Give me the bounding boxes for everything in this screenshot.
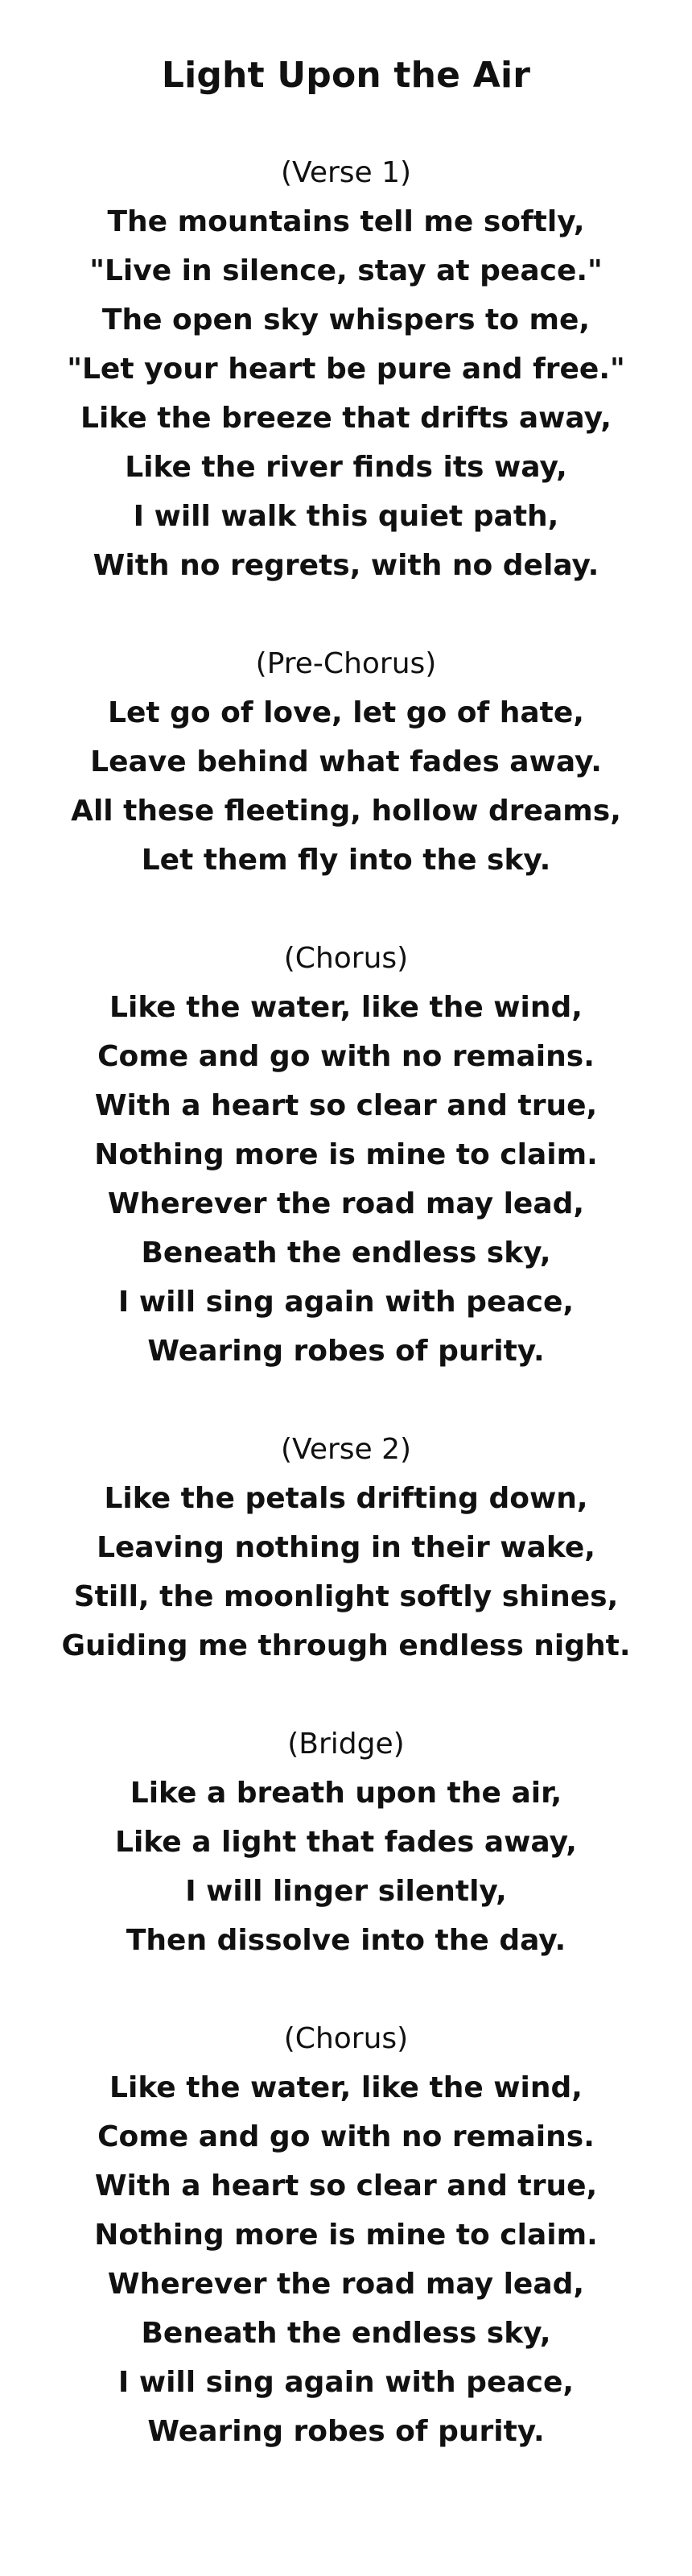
- section-heading: (Pre-Chorus): [255, 647, 437, 680]
- lyric-line: With a heart so clear and true,: [94, 2169, 598, 2202]
- lyric-line: Like the water, like the wind,: [109, 2071, 583, 2104]
- lyric-line: Like the breeze that drifts away,: [80, 402, 612, 435]
- lyric-line: The open sky whispers to me,: [101, 303, 591, 336]
- lyric-line: Like a light that fades away,: [115, 1826, 577, 1859]
- lyric-line: I will sing again with peace,: [117, 2366, 575, 2399]
- lyric-line: Like the water, like the wind,: [109, 991, 583, 1024]
- lyric-line: Come and go with no remains.: [97, 2120, 595, 2153]
- lyric-section: [0, 639, 692, 885]
- lyric-line: Let them fly into the sky.: [141, 844, 551, 877]
- section-heading: (Chorus): [283, 2022, 409, 2055]
- lyric-line: All these fleeting, hollow dreams,: [71, 795, 621, 828]
- lyric-line: Let go of love, let go of hate,: [108, 696, 584, 729]
- lyric-section: [0, 1425, 692, 1670]
- lyric-line: Leaving nothing in their wake,: [97, 1531, 595, 1564]
- song-title: Light Upon the Air: [161, 55, 531, 96]
- lyric-line: Wherever the road may lead,: [107, 1187, 585, 1220]
- lyric-line: With a heart so clear and true,: [94, 1089, 598, 1122]
- lyric-line: I will linger silently,: [185, 1875, 507, 1908]
- section-heading: (Verse 2): [280, 1433, 412, 1466]
- lyric-line: "Live in silence, stay at peace.": [89, 254, 603, 287]
- lyric-line: Like the river finds its way,: [125, 451, 567, 484]
- lyric-section: [0, 1719, 692, 1965]
- lyric-section: [0, 148, 692, 590]
- lyric-line: Then dissolve into the day.: [126, 1924, 566, 1957]
- lyric-line: Beneath the endless sky,: [141, 1236, 551, 1269]
- lyrics-body: [0, 148, 692, 2456]
- lyric-line: I will walk this quiet path,: [133, 500, 559, 533]
- lyric-line: Guiding me through endless night.: [61, 1629, 631, 1662]
- lyric-line: Still, the moonlight softly shines,: [73, 1580, 619, 1613]
- lyric-line: Wearing robes of purity.: [147, 2415, 545, 2448]
- lyric-line: "Let your heart be pure and free.": [67, 353, 625, 386]
- section-heading: (Bridge): [287, 1728, 405, 1761]
- lyric-line: Nothing more is mine to claim.: [94, 1138, 598, 1171]
- lyric-line: Wherever the road may lead,: [107, 2268, 585, 2301]
- lyric-line: Leave behind what fades away.: [90, 745, 602, 778]
- lyric-line: With no regrets, with no delay.: [93, 549, 599, 582]
- lyric-line: The mountains tell me softly,: [107, 205, 585, 238]
- lyric-line: Beneath the endless sky,: [141, 2317, 551, 2350]
- lyric-section: [0, 934, 692, 1376]
- lyric-section: [0, 2014, 692, 2456]
- lyric-line: Like the petals drifting down,: [104, 1482, 588, 1515]
- lyric-line: Like a breath upon the air,: [130, 1777, 562, 1810]
- lyric-line: Wearing robes of purity.: [147, 1335, 545, 1368]
- lyric-line: Come and go with no remains.: [97, 1040, 595, 1073]
- lyric-line: I will sing again with peace,: [117, 1286, 575, 1319]
- lyric-line: Nothing more is mine to claim.: [94, 2219, 598, 2252]
- section-heading: (Verse 1): [280, 156, 412, 189]
- section-heading: (Chorus): [283, 942, 409, 975]
